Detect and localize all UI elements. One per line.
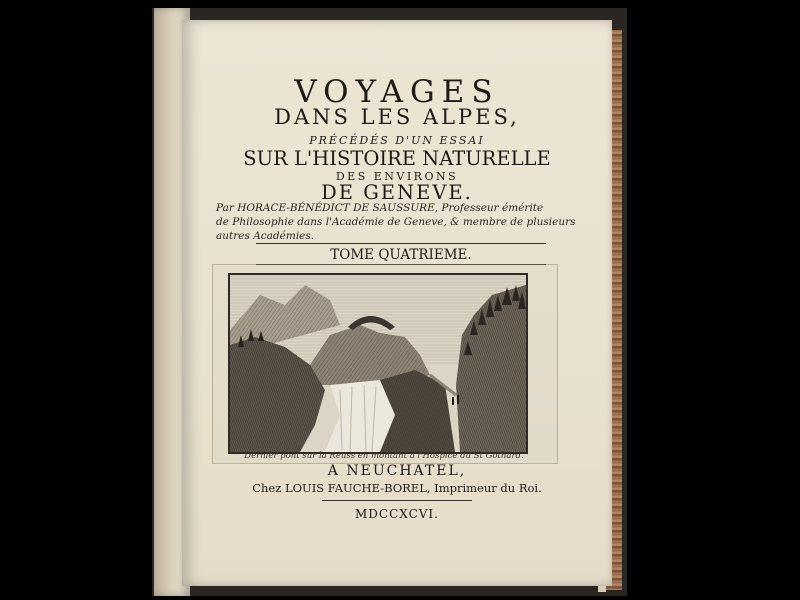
- byline-line-1: Par HORACE-BÉNÉDICT DE SAUSSURE, Professeur émérite: [216, 202, 544, 214]
- byline-line-3: autres Académies.: [216, 230, 315, 242]
- imprint-rule: [322, 500, 472, 501]
- imprint-place: A NEUCHATEL,: [327, 463, 467, 479]
- plate-caption: Dernier pont sur la Reuss en montant a l'Hospice du St Gothard.: [244, 451, 524, 461]
- title-line-3: PRÉCÉDÉS D'UN ESSAI: [309, 134, 485, 147]
- title-line-4: SUR L'HISTOIRE NATURELLE: [243, 147, 551, 170]
- publication-year: MDCCXCVI.: [354, 507, 439, 521]
- title-line-1: VOYAGES: [294, 74, 500, 110]
- title-line-5: DES ENVIRONS: [335, 170, 459, 183]
- imprint-printer: Chez LOUIS FAUCHE-BOREL, Imprimeur du Roi.: [252, 481, 542, 495]
- top-rule: [256, 243, 546, 244]
- title-line-6: DE GENEVE.: [321, 181, 473, 204]
- volume-label: TOME QUATRIEME.: [330, 247, 472, 263]
- title-line-2: DANS LES ALPES,: [274, 105, 520, 129]
- engraving-illustration: [228, 273, 528, 454]
- byline-line-2: de Philosophie dans l'Académie de Geneve, & membre de plusieurs: [216, 216, 576, 228]
- author-byline: [216, 201, 586, 243]
